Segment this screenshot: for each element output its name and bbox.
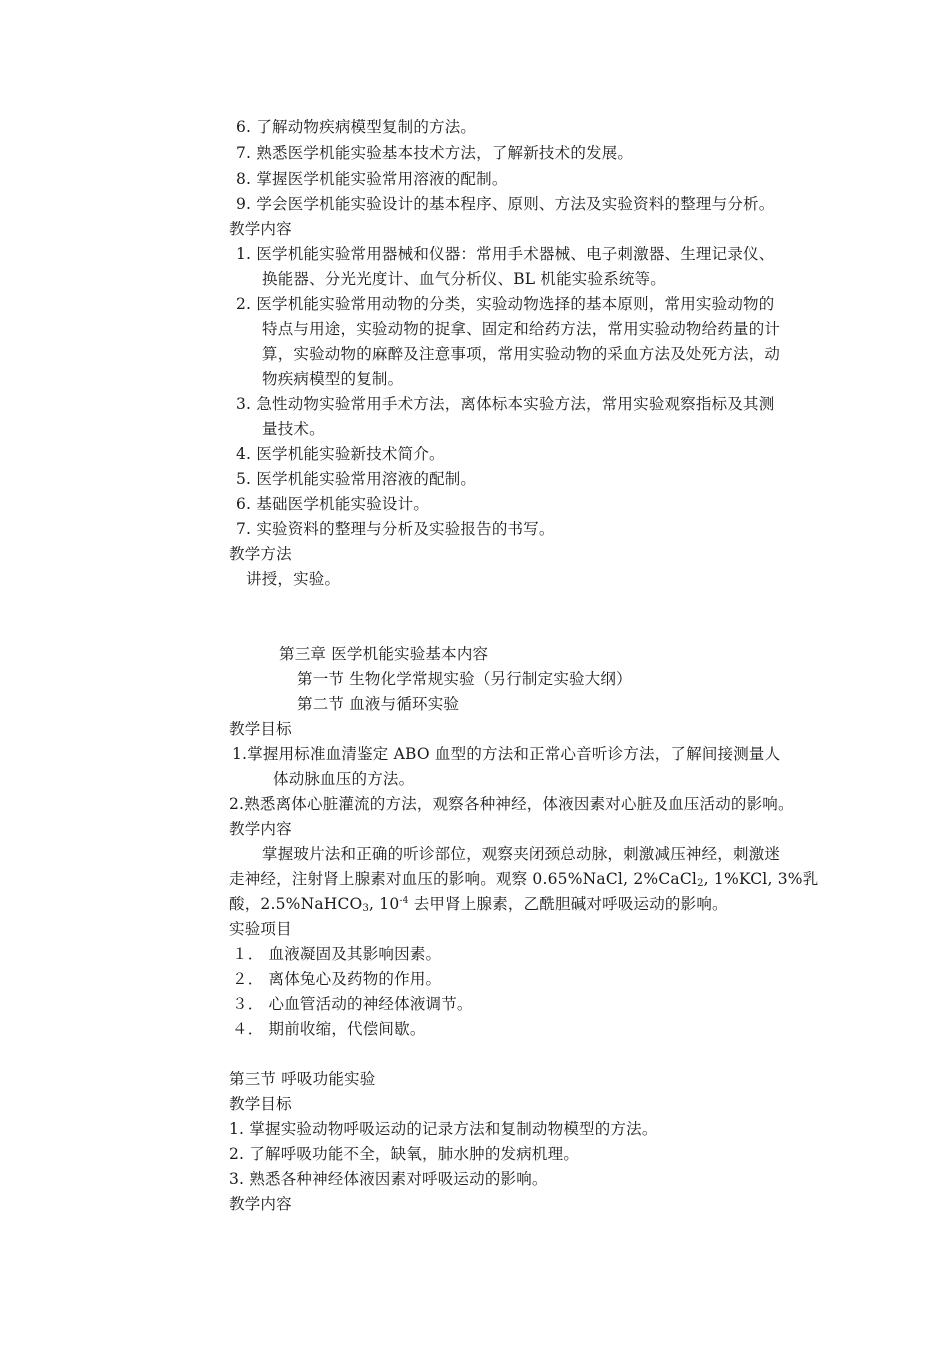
content-item-continuation: 特点与用途，实验动物的捉拿、固定和给药方法，常用实验动物给药量的计 [262,320,781,338]
content-item-continuation: 量技术。 [262,420,325,438]
content-item: 1. 医学机能实验常用器械和仪器：常用手术器械、电子刺激器、生理记录仪、 [236,245,775,263]
chapter-title: 第三章 医学机能实验基本内容 [279,645,489,663]
content-item: 4. 医学机能实验新技术简介。 [236,445,445,463]
goal-item: 8. 掌握医学机能实验常用溶液的配制。 [236,170,508,188]
content-item: 3. 急性动物实验常用手术方法，离体标本实验方法，常用实验观察指标及其测 [236,395,775,413]
section-title: 第二节 血液与循环实验 [297,695,460,713]
goal-item: 2. 了解呼吸功能不全，缺氧，肺水肿的发病机理。 [229,1145,580,1163]
subscript: 2 [697,878,704,889]
section-heading: 教学目标 [229,1095,292,1113]
section-heading: 教学内容 [229,220,292,238]
paragraph-line: 掌握玻片法和正确的听诊部位，观察夹闭颈总动脉，刺激减压神经，刺激迷 [262,845,781,863]
section-heading: 教学目标 [229,720,292,738]
text-run: 去甲肾上腺素，乙酰胆碱对呼吸运动的影响。 [408,895,728,913]
goal-item: 1. 掌握实验动物呼吸运动的记录方法和复制动物模型的方法。 [229,1120,658,1138]
experiment-item: ３． 心血管活动的神经体液调节。 [232,995,473,1013]
experiment-item: １． 血液凝固及其影响因素。 [232,945,442,963]
experiment-item: ４． 期前收缩，代偿间歇。 [232,1020,426,1038]
content-item-continuation: 物疾病模型的复制。 [262,370,404,388]
content-item: 6. 基础医学机能实验设计。 [236,495,430,513]
goal-item: 9. 学会医学机能实验设计的基本程序、原则、方法及实验资料的整理与分析。 [236,195,775,213]
goal-item: 6. 了解动物疾病模型复制的方法。 [236,118,477,136]
text-run: , 10 [369,895,400,913]
section-heading: 教学方法 [229,545,292,563]
goal-item: 7. 熟悉医学机能实验基本技术方法，了解新技术的发展。 [236,144,634,162]
content-item: 5. 医学机能实验常用溶液的配制。 [236,470,477,488]
content-item-continuation: 换能器、分光光度计、血气分析仪、BL 机能实验系统等。 [262,270,667,288]
content-item: 7. 实验资料的整理与分析及实验报告的书写。 [236,520,555,538]
section-heading: 教学内容 [229,1195,292,1213]
goal-item: 3. 熟悉各种神经体液因素对呼吸运动的影响。 [229,1170,548,1188]
text-run: 酸，2.5%NaHCO [229,895,363,913]
subscript: 3 [362,903,370,914]
section-heading: 实验项目 [229,920,292,938]
content-item: 2. 医学机能实验常用动物的分类，实验动物选择的基本原则，常用实验动物的 [236,295,775,313]
goal-item-continuation: 体动脉血压的方法。 [273,770,415,788]
section-title: 第一节 生物化学常规实验（另行制定实验大纲） [297,670,632,688]
section-title: 第三节 呼吸功能实验 [229,1070,376,1088]
method-text: 讲授，实验。 [246,570,341,588]
section-heading: 教学内容 [229,820,292,838]
text-run: 走神经，注射肾上腺素对血压的影响。观察 0.65%NaCl, 2%CaCl [229,870,698,888]
goal-item: 2.熟悉离体心脏灌流的方法，观察各种神经，体液因素对心脏及血压活动的影响。 [229,795,794,813]
superscript: -4 [399,896,409,906]
goal-item: 1.掌握用标准血清鉴定 ABO 血型的方法和正常心音听诊方法，了解间接测量人 [232,745,781,763]
paragraph-line [229,869,818,889]
paragraph-line [229,894,728,914]
content-item-continuation: 算，实验动物的麻醉及注意事项，常用实验动物的采血方法及处死方法，动 [262,345,781,363]
text-run: , 1%KCl, 3%乳 [703,870,819,888]
experiment-item: ２． 离体兔心及药物的作用。 [232,970,442,988]
